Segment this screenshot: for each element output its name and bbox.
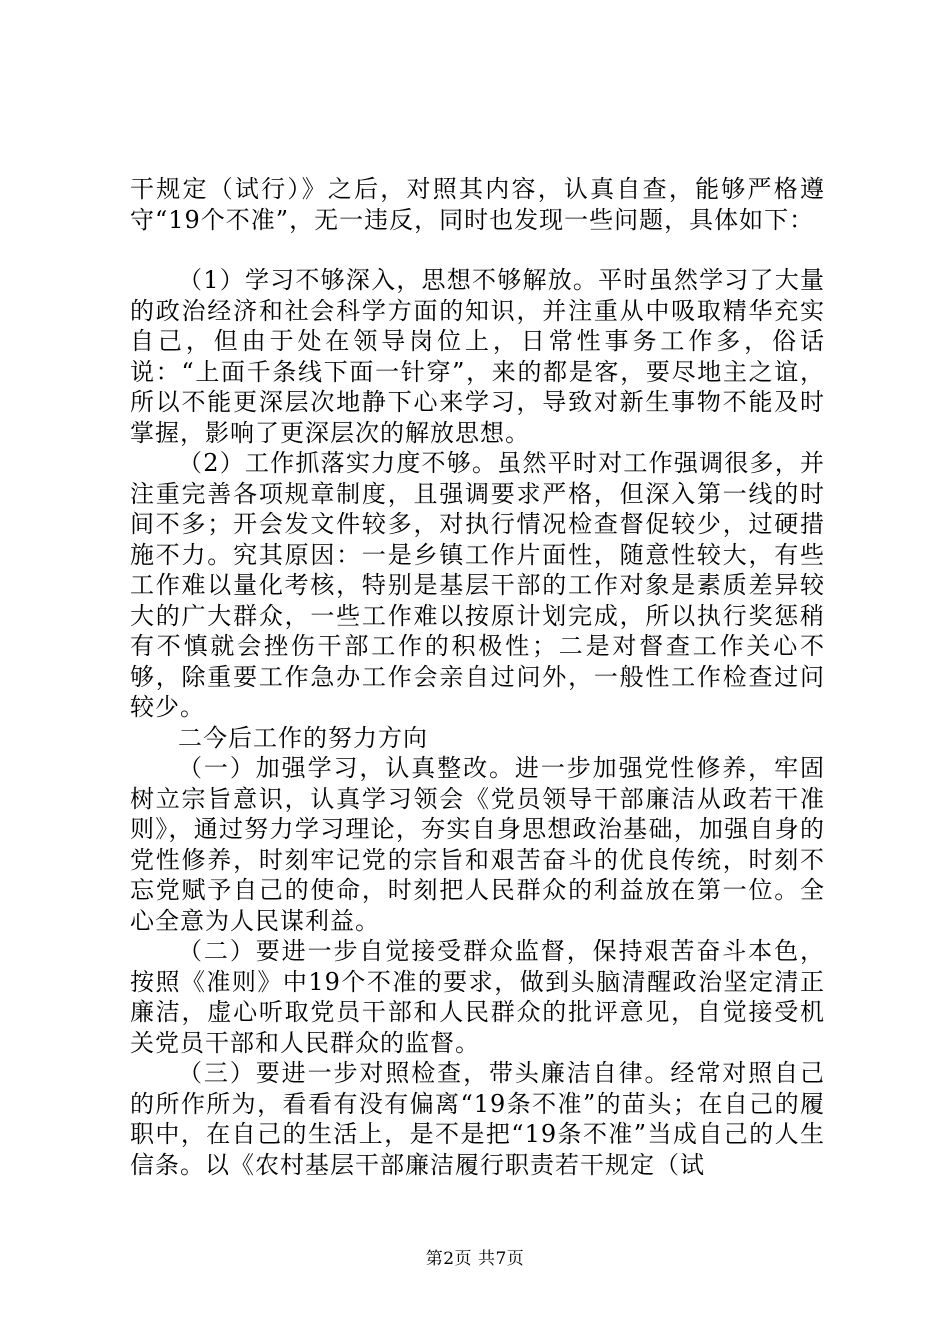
paragraph-issue-2: （2）工作抓落实力度不够。虽然平时对工作强调很多，并注重完善各项规章制度，且强调要求严格，但深入第一线的时间不多；开会发文件较多，对执行情况检查督促较少，过硬措施不力。究其原因：一是乡镇工作片面性，随意性较大，有些工作难以量化考核，特别是基层干部的工作对象是素质差异较大的广大群众，一些工作难以按原计划完成，所以执行奖惩稍有不慎就会挫伤干部工作的积极性；二是对督查工作关心不够，除重要工作急办工作会亲自过问外，一般性工作检查过问较少。 xyxy=(130,449,825,721)
paragraph-direction-3: （三）要进一步对照检查，带头廉洁自律。经常对照自己的所作所为，看看有没有偏离“19条不准”的苗头；在自己的履职中，在自己的生活上，是不是把“19条不准”当成自己的人生信条。以《农村基层干部廉洁履行职责若干规定（试 xyxy=(130,1059,825,1179)
page-number-footer: 第2页 共7页 xyxy=(425,1249,525,1269)
paragraph-direction-1: （一）加强学习，认真整改。进一步加强党性修养，牢固树立宗旨意识，认真学习领会《党员领导干部廉洁从政若干准则》，通过努力学习理论，夯实自身思想政治基础，加强自身的党性修养，时刻牢记党的宗旨和艰苦奋斗的优良传统，时刻不忘党赋予自己的使命，时刻把人民群众的利益放在第一位。全心全意为人民谋利益。 xyxy=(130,754,825,935)
paragraph-continuation: 干规定（试行）》之后，对照其内容，认真自查，能够严格遵守“19个不准”，无一违反，同时也发现一些问题，具体如下： xyxy=(130,175,825,234)
section-heading: 二今后工作的努力方向 xyxy=(178,723,428,752)
paragraph-direction-2: （二）要进一步自觉接受群众监督，保持艰苦奋斗本色，按照《准则》中19个不准的要求，做到头脑清醒政治坚定清正廉洁，虚心听取党员干部和人民群众的批评意见，自觉接受机关党员干部和人民群众的监督。 xyxy=(130,937,825,1057)
document-body xyxy=(130,174,825,1180)
paragraph-issue-1: （1）学习不够深入，思想不够解放。平时虽然学习了大量的政治经济和社会科学方面的知识，并注重从中吸取精华充实自己，但由于处在领导岗位上，日常性事务工作多，俗话说：“上面千条线下面一针穿”，来的都是客，要尽地主之谊，所以不能更深层次地静下心来学习，导致对新生事物不能及时掌握，影响了更深层次的解放思想。 xyxy=(130,266,825,447)
